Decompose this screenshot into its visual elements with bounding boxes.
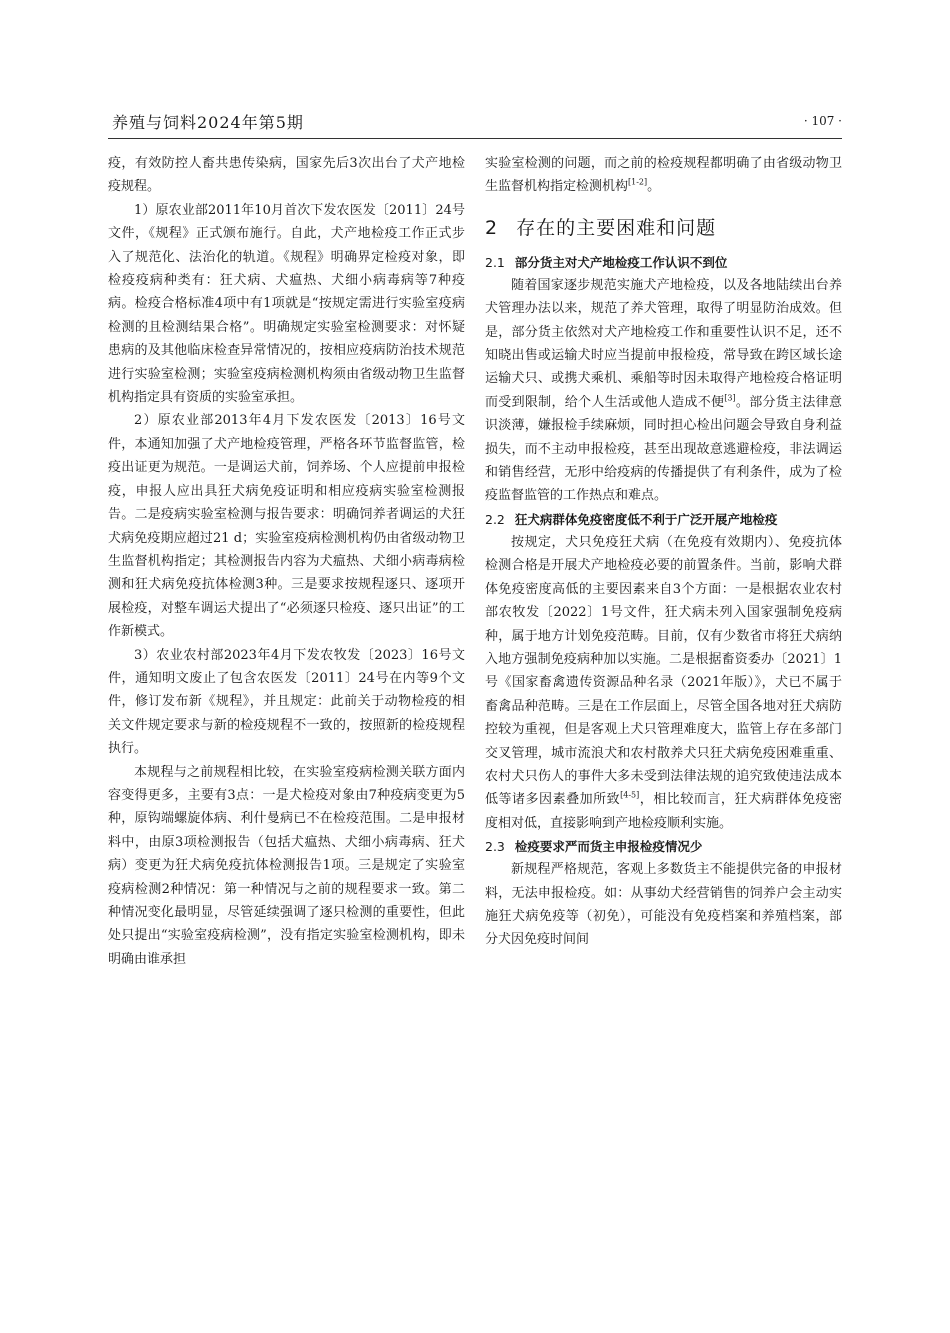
paragraph: 本规程与之前规程相比较，在实验室疫病检测关联方面内容变得更多，主要有3点：一是犬检疫对象由7种疫病变更为5种，原钩端螺旋体病、利什曼病已不在检疫范围。二是申报材料中，由原3项检测报告（包括犬瘟热、犬细小病毒病、狂犬病）变更为狂犬病免疫抗体检测报告1项。三是规定了实验室疫病检测2种情况：第一种情况与之前的规程要求一致。第二种情况变化最明显，尽管延续强调了逐只检测的重要性，但此处只提出“实验室疫病检测”，没有指定实验室检测机构，即未明确由谁承担 bbox=[108, 764, 465, 967]
paragraph bbox=[485, 274, 842, 508]
section-title: 存在的主要困难和问题 bbox=[516, 216, 717, 239]
paragraph: 3）农业农村部2023年4月下发农牧发〔2023〕16号文件，通知明文废止了包含农医发〔2011〕24号在内等9个文件，修订发布新《规程》，并且规定：此前关于动物检疫的相关文件规定要求与新的检疫规程不一致的，按照新的检疫规程执行。 bbox=[108, 647, 465, 757]
journal-title: 养殖与饲料2024年第5期 bbox=[112, 113, 304, 132]
subsection-number: 2.2 bbox=[485, 511, 505, 527]
subsection-number: 2.1 bbox=[485, 254, 505, 270]
paragraph: 疫，有效防控人畜共患传染病，国家先后3次出台了犬产地检疫规程。 bbox=[108, 156, 465, 195]
subsection-title: 部分货主对犬产地检疫工作认识不到位 bbox=[514, 254, 728, 270]
paragraph-text: 按规定，犬只免疫狂犬病（在免疫有效期内）、免疫抗体检测合格是开展犬产地检疫必要的前置条件。当前，影响犬群体免疫密度高低的主要因素来自3个方面：一是根据农业农村部农牧发〔2022〕1号文件，狂犬病未列入国家强制免疫病种，属于地方计划免疫范畴。目前，仅有少数省市将狂犬病纳入地方强制免疫病种加以实施。二是根据畜资委办〔2021〕1号《国家畜禽遗传资源品种名录（2021年版）》，犬已不属于畜禽品种范畴。三是在工作层面上，尽管全国各地对狂犬病防控较为重视，但是客观上犬只管理难度大，监管上存在多部门交叉管理，城市流浪犬和农村散养犬只狂犬病免疫困难重重、农村犬只伤人的事件大多未受到法律法规的追究致使违法成本低等诸多因素叠加所致 bbox=[485, 534, 842, 808]
paragraph: 1）原农业部2011年10月首次下发农医发〔2011〕24号文件，《规程》正式颁布施行。自此，犬产地检疫工作正式步入了规范化、法治化的轨道。《规程》明确界定检疫对象，即检疫疫病种类有：狂犬病、犬瘟热、犬细小病毒病等7种疫病。检疫合格标准4项中有1项就是“按规定需进行实验室疫病检测的且检测结果合格”。明确规定实验室检测要求：对怀疑患病的及其他临床检查异常情况的，按相应疫病防治技术规范进行实验室检测；实验室疫病检测机构须由省级动物卫生监督机构指定具有资质的实验室承担。 bbox=[108, 202, 465, 406]
paragraph bbox=[485, 531, 842, 835]
left-column bbox=[108, 152, 465, 971]
paragraph-text: 。部分货主法律意识淡薄，嫌报检手续麻烦，同时担心检出问题会导致自身利益损失，而不主动申报检疫，甚至出现故意逃避检疫，非法调运和销售经营，无形中给疫病的传播提供了有利条件，成为了检疫监督监管的工作热点和难点。 bbox=[485, 394, 842, 504]
right-column bbox=[485, 152, 842, 952]
page-number: · 107 · bbox=[803, 114, 842, 128]
section-heading bbox=[485, 215, 842, 241]
paragraph: 新规程严格规范，客观上多数货主不能提供完备的申报材料，无法申报检疫。如：从事幼犬经营销售的饲养户会主动实施狂犬病免疫等（初免），可能没有免疫档案和养殖档案，部分犬因免疫时间间 bbox=[485, 862, 842, 948]
subsection-title: 检疫要求严而货主申报检疫情况少 bbox=[514, 839, 703, 855]
paragraph-text: 随着国家逐步规范实施犬产地检疫，以及各地陆续出台养犬管理办法以来，规范了养犬管理，取得了明显防治成效。但是，部分货主依然对犬产地检疫工作和重要性认识不足，还不知晓出售或运输犬时应当提前申报检疫，常导致在跨区域长途运输犬只、或携犬乘机、乘船等时因未取得产地检疫合格证明而受到限制，给个人生活或他人造成不便 bbox=[485, 277, 842, 410]
subsection-heading bbox=[485, 508, 842, 531]
running-header bbox=[108, 108, 842, 139]
subsection-number: 2.3 bbox=[485, 839, 505, 855]
paragraph-text: 。 bbox=[647, 179, 661, 195]
paragraph: 2）原农业部2013年4月下发农医发〔2013〕16号文件，本通知加强了犬产地检疫管理，严格各环节监督监管，检疫出证更为规范。一是调运犬前，饲养场、个人应提前申报检疫，申报人应出具狂犬病免疫证明和相应疫病实验室检测报告。二是疫病实验室检测与报告要求：明确饲养者调运的犬狂犬病免疫期应超过21 d；实验室疫病检测机构仍由省级动物卫生监督机构指定；其检测报告内容为犬瘟热、犬细小病毒病检测和狂犬病免疫抗体检测3种。三是要求按规程逐只、逐项开展检疫，对整车调运犬提出了“必须逐只检疫、逐只出证”的工作新模式。 bbox=[108, 413, 465, 640]
citation: [1-2] bbox=[628, 178, 648, 188]
subsection-title: 狂犬病群体免疫密度低不利于广泛开展产地检疫 bbox=[514, 511, 778, 527]
paragraph-text: ，相比较而言，狂犬病群体免疫密度相对低，直接影响到产地检疫顺利实施。 bbox=[485, 792, 842, 831]
paragraph-text: 实验室检测的问题，而之前的检疫规程都明确了由省级动物卫生监督机构指定检测机构 bbox=[485, 156, 842, 195]
subsection-heading bbox=[485, 251, 842, 274]
subsection-heading bbox=[485, 835, 842, 858]
citation: [4-5] bbox=[620, 791, 640, 801]
section-number: 2 bbox=[485, 216, 499, 239]
paragraph bbox=[485, 152, 842, 199]
citation: [3] bbox=[724, 393, 736, 403]
